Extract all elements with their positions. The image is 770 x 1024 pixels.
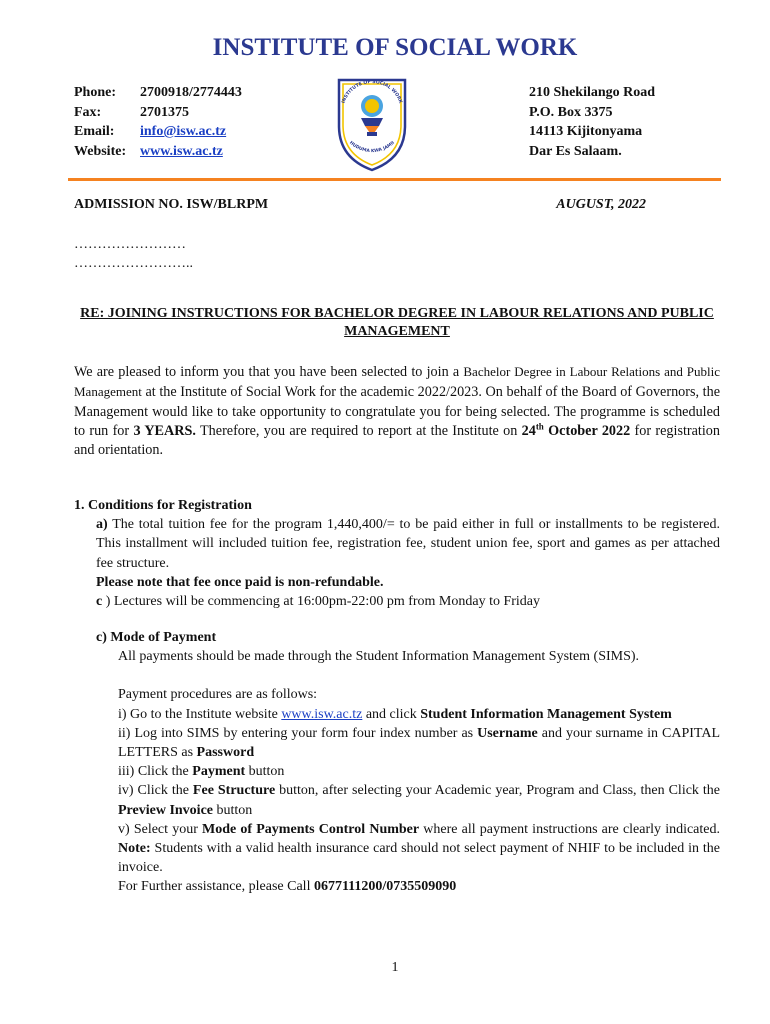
institute-title: INSTITUTE OF SOCIAL WORK bbox=[212, 34, 578, 61]
payment-step-3: iii) Click the Payment button bbox=[118, 764, 285, 780]
email-label: Email: bbox=[74, 124, 115, 139]
contact-block bbox=[74, 83, 242, 161]
header-divider bbox=[68, 178, 721, 181]
conditions-heading: 1. Conditions for Registration bbox=[74, 498, 252, 513]
admission-number: ADMISSION NO. ISW/BLRPM bbox=[74, 197, 269, 212]
payment-step-2: ii) Log into SIMS by entering your form four index number as Username and your surname in CAPITAL LETTERS as Password bbox=[118, 725, 720, 761]
spacer bbox=[96, 666, 720, 685]
condition-a: a) The total tuition fee for the program 1,440,400/= to be paid either in full or installments to be registered. This installment will included tuition fee, registration fee, student union fee, sport and games as per attached fee structure. bbox=[96, 517, 720, 571]
intro-text: for registration and orientation. bbox=[74, 422, 720, 459]
payment-procedures-label: Payment procedures are as follows: bbox=[118, 687, 318, 703]
address-block bbox=[529, 83, 655, 161]
programme-name: Bachelor Degree in Labour Relations and Public Management bbox=[74, 364, 720, 400]
contact-fax bbox=[74, 103, 242, 123]
institute-logo bbox=[329, 66, 415, 174]
phone-value: 2700918/2774443 bbox=[140, 85, 242, 100]
intro-paragraph bbox=[74, 362, 720, 460]
svg-text:HUDUMA KWA JAMII: HUDUMA KWA JAMII bbox=[348, 140, 396, 155]
payment-intro: All payments should be made through the Student Information Management System (SIMS). bbox=[118, 649, 640, 665]
intro-text: We are pleased to inform you that you have been selected to join a bbox=[74, 364, 464, 380]
phone-label: Phone: bbox=[74, 85, 116, 100]
website-link[interactable]: www.isw.ac.tz bbox=[140, 143, 223, 159]
programme-duration: 3 YEARS. bbox=[133, 422, 196, 439]
payment-heading: c) Mode of Payment bbox=[96, 630, 217, 645]
contact-website bbox=[74, 142, 242, 162]
email-link[interactable]: info@isw.ac.tz bbox=[140, 124, 227, 139]
letter-date: AUGUST, 2022 bbox=[556, 197, 646, 212]
website-label: Website: bbox=[74, 143, 127, 159]
payment-step-4: iv) Click the Fee Structure button, after selecting your Academic year, Program and Class, then Click the Preview Invoice button bbox=[118, 783, 721, 818]
payment-step-5: v) Select your Mode of Payments Control Number where all payment instructions are clearly indicated. Note: Students with a valid health insurance card should not select payment of NHIF to be included in the invoice. bbox=[118, 821, 721, 876]
subject-line: RE: JOINING INSTRUCTIONS FOR BACHELOR DEGREE IN LABOUR RELATIONS AND PUBLIC MANAGEMENT bbox=[80, 306, 714, 339]
contact-phone bbox=[74, 83, 242, 103]
conditions-section bbox=[74, 496, 720, 611]
payment-help: For Further assistance, please Call 0677111200/0735509090 bbox=[118, 879, 457, 895]
fax-label: Fax: bbox=[74, 104, 102, 120]
address-line: Dar Es Salaam. bbox=[529, 143, 622, 159]
address-line: 14113 Kijitonyama bbox=[529, 124, 643, 139]
website-link-inline[interactable]: www.isw.ac.tz bbox=[281, 706, 363, 722]
address-line: P.O. Box 3375 bbox=[529, 104, 613, 120]
payment-step-1: i) Go to the Institute website www.isw.ac.tz and click Student Information Management System bbox=[118, 706, 672, 722]
recipient-line: …………………… bbox=[74, 237, 186, 252]
svg-text:INSTITUTE OF SOCIAL WORK: INSTITUTE OF SOCIAL WORK bbox=[341, 79, 403, 105]
report-date: 24th October 2022 bbox=[521, 421, 631, 439]
recipient-line: …………………….. bbox=[74, 256, 193, 271]
condition-c: c ) Lectures will be commencing at 16:00pm-22:00 pm from Monday to Friday bbox=[96, 594, 541, 610]
intro-text: Therefore, you are required to report at the Institute on bbox=[195, 422, 522, 439]
refund-note: Please note that fee once paid is non-refundable. bbox=[96, 574, 384, 590]
fax-value: 2701375 bbox=[140, 104, 189, 120]
page-number: 1 bbox=[391, 960, 399, 975]
contact-email bbox=[74, 122, 242, 142]
recipient-placeholder bbox=[74, 235, 193, 273]
payment-section bbox=[96, 628, 720, 897]
intro-text: at the Institute of Social Work for the academic 2022/2023. On behalf of the Board of Governors, the Management would like to take opportunity to congratulate you for being selected. The programme is scheduled to run for bbox=[74, 384, 720, 439]
address-line: 210 Shekilango Road bbox=[529, 85, 656, 100]
